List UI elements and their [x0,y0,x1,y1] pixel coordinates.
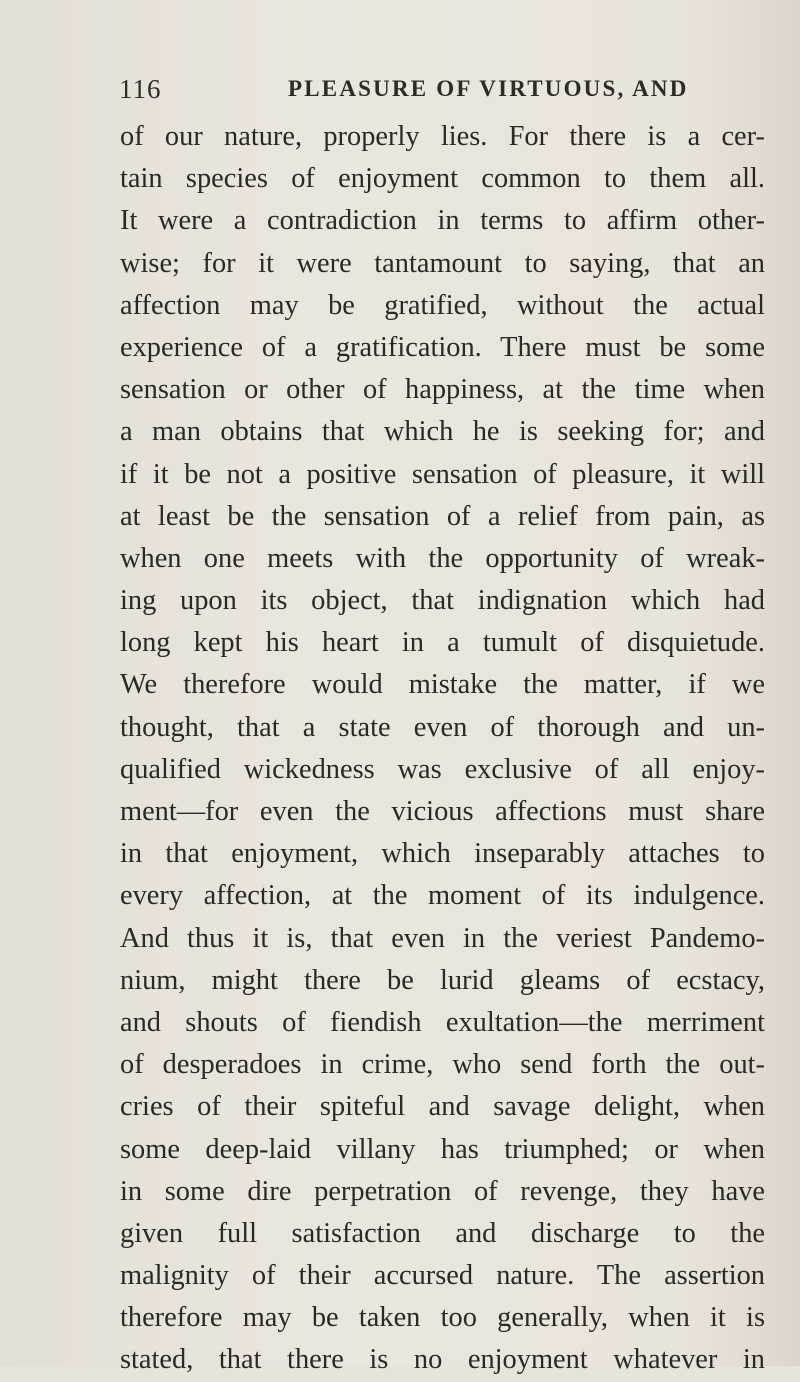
text-line: experience of a gratification. There must be some [120,331,765,363]
body-text [120,116,765,1382]
text-line: It were a contradiction in terms to affirm other- [120,205,765,237]
text-line: at least be the sensation of a relief from pain, as [120,500,765,532]
text-line: when one meets with the opportunity of wreak- [120,542,765,574]
text-line: nium, might there be lurid gleams of ecstacy, [120,964,765,996]
text-line: stated, that there is no enjoyment whatever in [120,1344,765,1376]
text-line: And thus it is, that even in the veriest Pandemo- [120,922,765,954]
text-line: therefore may be taken too generally, when it is [120,1302,765,1334]
text-line: We therefore would mistake the matter, if we [120,669,765,701]
text-line: every affection, at the moment of its indulgence. [120,880,765,912]
text-line: wise; for it were tantamount to saying, that an [120,247,765,279]
text-line: if it be not a positive sensation of pleasure, it will [120,458,765,490]
text-line: of our nature, properly lies. For there is a cer- [120,121,765,152]
text-line: in that enjoyment, which inseparably attaches to [120,838,765,870]
text-line: qualified wickedness was exclusive of all enjoy- [120,753,765,785]
text-line: affection may be gratified, without the actual [120,289,765,321]
text-line: ing upon its object, that indignation which had [120,585,765,617]
text-line: and shouts of fiendish exultation—the merriment [120,1006,765,1038]
text-line: long kept his heart in a tumult of disquietude. [120,627,765,659]
text-line: sensation or other of happiness, at the time when [120,374,765,406]
text-line: thought, that a state even of thorough and un- [120,711,765,743]
text-line: in some dire perpetration of revenge, they have [120,1175,765,1207]
text-line: tain species of enjoyment common to them all. [120,163,765,195]
text-line: cries of their spiteful and savage delight, when [120,1091,765,1123]
text-line: ment—for even the vicious affections must share [120,796,765,827]
text-line: of desperadoes in crime, who send forth the out- [120,1049,765,1081]
running-title: PLEASURE OF VIRTUOUS, AND [288,76,689,101]
page-number: 116 [119,74,162,104]
text-line: given full satisfaction and discharge to the [120,1217,765,1249]
text-line: malignity of their accursed nature. The assertion [120,1260,765,1292]
running-head [0,74,800,108]
text-line: some deep-laid villany has triumphed; or when [120,1133,765,1165]
text-line: a man obtains that which he is seeking for; and [120,416,765,448]
